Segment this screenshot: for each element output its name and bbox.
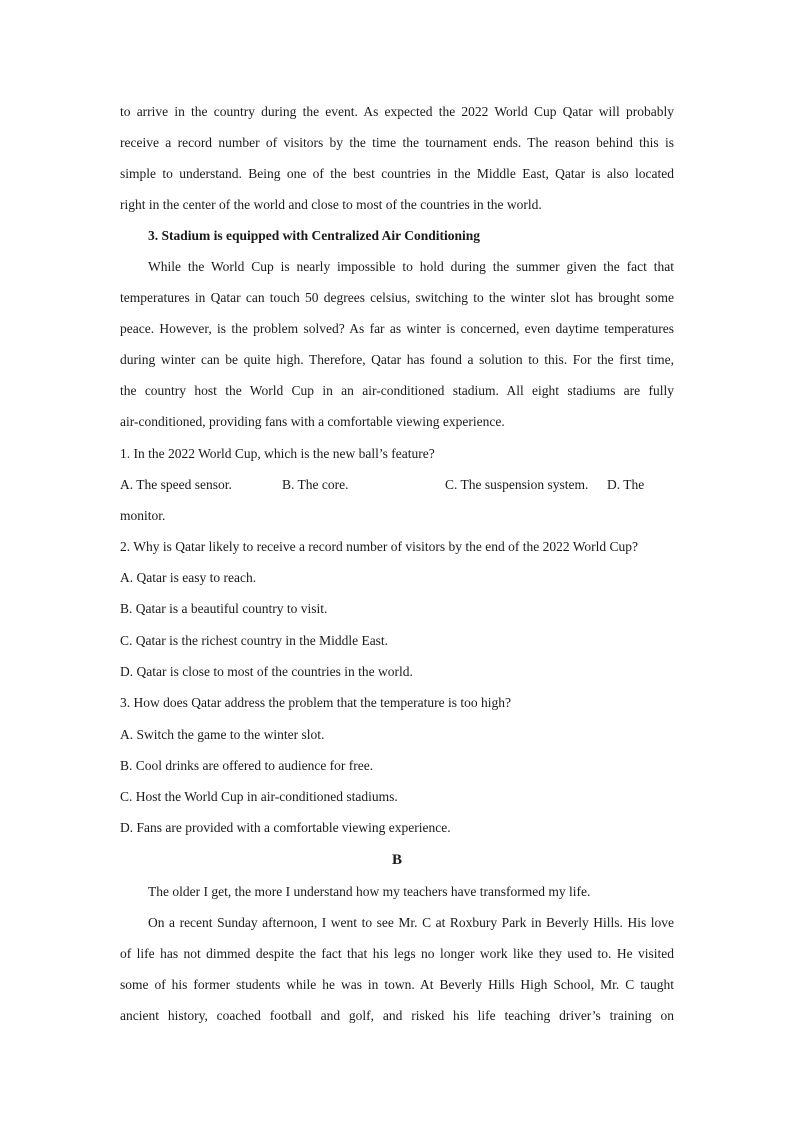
question-stem-3: 3. How does Qatar address the problem that the temperature is too high?	[120, 695, 512, 710]
passage-line: temperatures in Qatar can touch 50 degrees celsius, switching to the winter slot has brought some	[120, 290, 674, 305]
passage-line: of life has not dimmed despite the fact that his legs no longer work like they used to. He visited	[120, 946, 674, 961]
q2-option-d: D. Qatar is close to most of the countries in the world.	[120, 664, 413, 679]
passage-line: receive a record number of visitors by the time the tournament ends. The reason behind this is	[120, 135, 674, 150]
q1-option-a: A. The speed sensor.	[120, 477, 232, 492]
q3-option-d: D. Fans are provided with a comfortable viewing experience.	[120, 820, 451, 835]
passage-line: ancient history, coached football and golf, and risked his life teaching driver’s training on	[120, 1008, 674, 1023]
q2-option-a: A. Qatar is easy to reach.	[120, 570, 257, 585]
section-heading: 3. Stadium is equipped with Centralized Air Conditioning	[148, 228, 481, 243]
passage-b-heading: B	[391, 852, 402, 868]
q1-option-d-wrap: monitor.	[120, 508, 166, 523]
passage-line: right in the center of the world and close to most of the countries in the world.	[120, 197, 542, 212]
passage-line: On a recent Sunday afternoon, I went to see Mr. C at Roxbury Park in Beverly Hills. His love	[148, 915, 674, 930]
passage-line: air-conditioned, providing fans with a comfortable viewing experience.	[120, 414, 505, 429]
passage-line: While the World Cup is nearly impossible to hold during the summer given the fact that	[148, 259, 674, 274]
q1-option-b: B. The core.	[282, 477, 349, 492]
passage-line: during winter can be quite high. Therefore, Qatar has found a solution to this. For the first time,	[120, 352, 674, 367]
question-stem-2: 2. Why is Qatar likely to receive a record number of visitors by the end of the 2022 World Cup?	[120, 539, 639, 554]
passage-line: peace. However, is the problem solved? As far as winter is concerned, even daytime temperatures	[120, 321, 674, 336]
q1-option-d: D. The	[607, 477, 645, 492]
q1-option-c: C. The suspension system.	[445, 477, 589, 492]
question-stem-1: 1. In the 2022 World Cup, which is the new ball’s feature?	[120, 446, 435, 461]
q3-option-b: B. Cool drinks are offered to audience for free.	[120, 758, 374, 773]
q2-option-c: C. Qatar is the richest country in the Middle East.	[120, 633, 389, 648]
q2-option-b: B. Qatar is a beautiful country to visit.	[120, 601, 328, 616]
passage-line: some of his former students while he was in town. At Beverly Hills High School, Mr. C taught	[120, 977, 674, 992]
passage-line: to arrive in the country during the event. As expected the 2022 World Cup Qatar will probably	[120, 104, 674, 119]
passage-line: simple to understand. Being one of the best countries in the Middle East, Qatar is also located	[120, 166, 674, 181]
q3-option-a: A. Switch the game to the winter slot.	[120, 727, 325, 742]
passage-line: the country host the World Cup in an air-conditioned stadium. All eight stadiums are fully	[120, 383, 674, 398]
q3-option-c: C. Host the World Cup in air-conditioned stadiums.	[120, 789, 398, 804]
passage-b-paragraph-1: The older I get, the more I understand how my teachers have transformed my life.	[148, 884, 591, 899]
